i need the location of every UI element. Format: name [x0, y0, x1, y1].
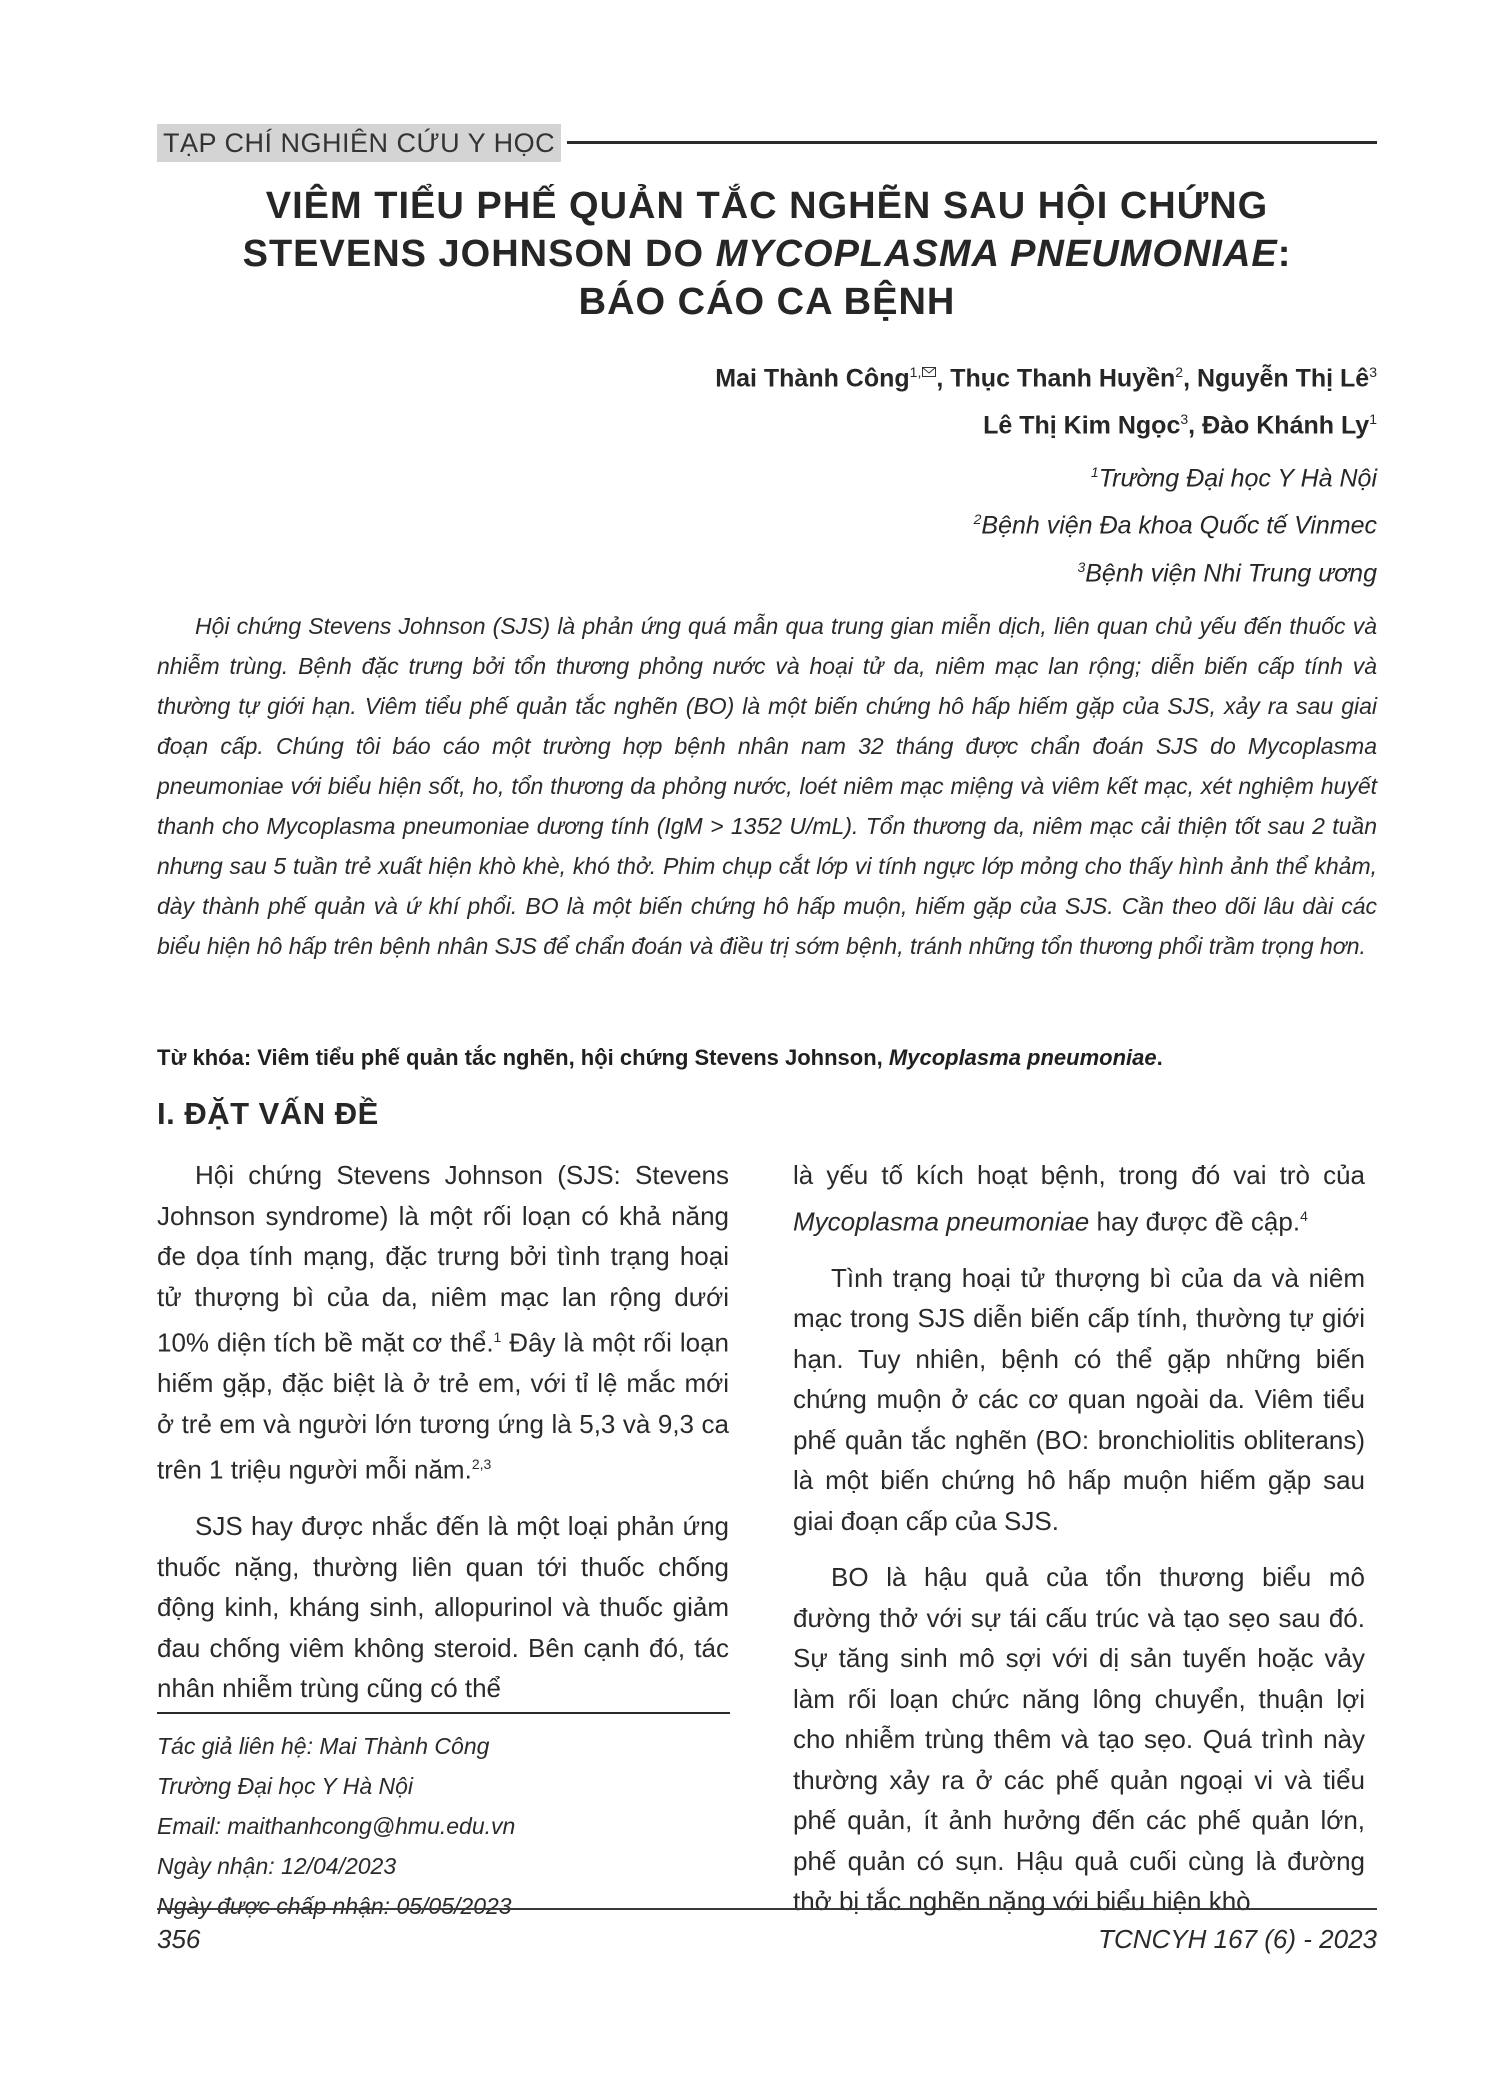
- section-heading: I. ĐẶT VẤN ĐỀ: [157, 1096, 379, 1131]
- journal-name: TẠP CHÍ NGHIÊN CỨU Y HỌC: [157, 124, 561, 162]
- title-line-2-text: STEVENS JOHNSON DO: [242, 233, 716, 275]
- title-line-2: [157, 230, 1377, 278]
- title-line-3: BÁO CÁO CA BỆNH: [578, 281, 956, 323]
- paragraph-text: là yếu tố kích hoạt bệnh, trong đó vai trò của: [793, 1160, 1365, 1190]
- affiliation-sup: 2: [973, 511, 982, 528]
- author-list: [715, 352, 1377, 447]
- abstract: Hội chứng Stevens Johnson (SJS) là phản ứng quá mẫn qua trung gian miễn dịch, liên quan chủ yếu đến thuốc và nhiễm trùng. Bệnh đặc trưng bởi tổn thương phỏng nước và hoại tử da, niêm mạc lan rộng; diễn biến cấp tính và thường tự giới hạn. Viêm tiểu phế quản tắc nghẽn (BO) là một biến chứng hô hấp hiếm gặp của SJS, xảy ra sau giai đoạn cấp. Chúng tôi báo cáo một trường hợp bệnh nhân nam 32 tháng được chẩn đoán SJS do Mycoplasma pneumoniae với biểu hiện sốt, ho, tổn thương da phỏng nước, loét niêm mạc miệng và viêm kết mạc, xét nghiệm huyết thanh cho Mycoplasma pneumoniae dương tính (IgM > 1352 U/mL). Tổn thương da, niêm mạc cải thiện tốt sau 2 tuần nhưng sau 5 tuần trẻ xuất hiện khò khè, khó thở. Phim chụp cắt lớp vi tính ngực lớp mỏng cho thấy hình ảnh thể khảm, dày thành phế quản và ứ khí phổi. BO là một biến chứng hô hấp muộn, hiếm gặp của SJS. Cần theo dõi lâu dài các biểu hiện hô hấp trên bệnh nhân SJS để chẩn đoán và điều trị sớm bệnh, tránh những tổn thương phổi trầm trọng hơn.: [157, 613, 1377, 959]
- keywords: [157, 1041, 1377, 1075]
- paragraph: [793, 1155, 1365, 1242]
- affiliation-text: Trường Đại học Y Hà Nội: [1098, 464, 1377, 493]
- author-affil-sup: 2: [1175, 364, 1184, 380]
- keywords-label: Từ khóa:: [157, 1045, 252, 1070]
- paragraph-text: hay được đề cập.: [1089, 1206, 1301, 1237]
- article-title: [157, 182, 1377, 326]
- footnote-author: Tác giả liên hệ: Mai Thành Công: [157, 1733, 490, 1759]
- citation: 2,3: [471, 1456, 492, 1473]
- affiliation-list: [974, 452, 1377, 594]
- footnote-received: Ngày nhận: 12/04/2023: [157, 1853, 397, 1879]
- affiliation-2: [974, 499, 1377, 546]
- author-name: Lê Thị Kim Ngọc: [983, 411, 1181, 440]
- author-affil-sup: 3: [1369, 364, 1377, 380]
- author-affil-sup: 3: [1180, 411, 1189, 428]
- affiliation-text: Bệnh viện Nhi Trung ương: [1085, 558, 1377, 587]
- affiliation-3: [974, 547, 1377, 594]
- paragraph: Tình trạng hoại tử thượng bì của da và niêm mạc trong SJS diễn biến cấp tính, thường tự giới hạn. Tuy nhiên, bệnh có thể gặp những biến chứng muộn ở các cơ quan ngoài da. Viêm tiểu phế quản tắc nghẽn (BO: bronchiolitis obliterans) là một biến chứng hô hấp muộn hiếm gặp sau giai đoạn cấp của SJS.: [793, 1262, 1365, 1536]
- footnote-email: Email: maithanhcong@hmu.edu.vn: [157, 1813, 516, 1839]
- author-line-1: Mai Thành Công$^{1,}$ , Thục Thanh Huyền$^2$, Nguyễn Thị $Lê^3$: [715, 364, 1377, 393]
- paragraph: [157, 1155, 729, 1490]
- journal-header: [157, 122, 1377, 162]
- paragraph-text: Hội chứng Stevens Johnson (SJS: Stevens Johnson syndrome) là một rối loạn có khả năng đe dọa tính mạng, đặc trưng bởi tình trạng hoại tử thượng bì của da, niêm mạc lan rộng dưới 10% diện tích bề mặt cơ thể.: [157, 1160, 729, 1358]
- correspondence-footnote: [157, 1726, 515, 1926]
- page-number: 356: [157, 1924, 201, 1954]
- author-name: Mai Thành Công: [715, 364, 910, 393]
- title-organism: MYCOPLASMA PNEUMONIAE: [715, 233, 1278, 275]
- keywords-text: Viêm tiểu phế quản tắc nghẽn, hội chứng Stevens Johnson,: [251, 1045, 889, 1070]
- title-line-1: VIÊM TIỂU PHẾ QUẢN TẮC NGHẼN SAU HỘI CHỨNG: [265, 185, 1269, 227]
- author-name: Đào Khánh Ly: [1202, 411, 1370, 440]
- affiliation-1: [974, 452, 1377, 499]
- affiliation-text: Bệnh viện Đa khoa Quốc tế Vinmec: [981, 511, 1377, 540]
- citation: 4: [1300, 1207, 1308, 1224]
- affiliation-sup: 3: [1077, 558, 1086, 575]
- envelope-icon: [922, 367, 936, 377]
- author-name: Thục Thanh Huyền: [950, 364, 1176, 393]
- paragraph-text: Đây là một rối loạn hiếm gặp, đặc biệt là ở trẻ em, với tỉ lệ mắc mới ở trẻ em và người lớn tương ứng là 5,3 và 9,3 ca trên 1 triệu người mỗi năm.: [157, 1327, 730, 1485]
- footnote-institution: Trường Đại học Y Hà Nội: [157, 1773, 414, 1799]
- paragraph: SJS hay được nhắc đến là một loại phản ứng thuốc nặng, thường liên quan tới thuốc chống động kinh, kháng sinh, allopurinol và thuốc giảm đau chống viêm không steroid. Bên cạnh đó, tác nhân nhiễm trùng cũng có thể: [157, 1511, 729, 1704]
- left-column: [157, 1155, 729, 1725]
- journal-issue: TCNCYH 167 (6) - 2023: [1098, 1924, 1377, 1954]
- right-column: [793, 1155, 1365, 1938]
- footnote-accepted: Ngày được chấp nhận: 05/05/2023: [157, 1893, 512, 1919]
- keywords-end: .: [1156, 1045, 1163, 1070]
- citation: 1: [493, 1329, 502, 1345]
- author-affil-sup: 1,: [909, 364, 922, 380]
- author-affil-sup: 1: [1369, 411, 1377, 428]
- author-line-2: Lê Thị Kim Ngọc$^3$, Đào Khánh Ly$^1$: [983, 411, 1377, 440]
- affiliation-sup: 1: [1090, 464, 1099, 480]
- footer-rule: [157, 1908, 1377, 1910]
- paragraph: BO là hậu quả của tổn thương biểu mô đường thở với sự tái cấu trúc và tạo sẹo sau đó. Sự tăng sinh mô sợi với dị sản tuyến hoặc vảy làm rối loạn chức năng lông chuyển, thuận lợi cho nhiễm trùng thêm và tạo sẹo. Quá trình này thường xảy ra ở các phế quản ngoại vi và tiểu phế quản, ít ảnh hưởng đến các phế quản lớn, phế quản có sụn. Hậu quả cuối cùng là đường thở bị tắc nghẽn nặng với biểu hiện khò: [793, 1562, 1365, 1917]
- title-colon: :: [1277, 233, 1292, 275]
- footnote-rule: [157, 1712, 730, 1714]
- header-rule: [567, 141, 1377, 144]
- author-name: Nguyễn Thị Lê: [1196, 364, 1370, 393]
- keywords-organism: Mycoplasma pneumoniae: [888, 1045, 1157, 1070]
- organism-name: Mycoplasma pneumoniae: [793, 1206, 1090, 1237]
